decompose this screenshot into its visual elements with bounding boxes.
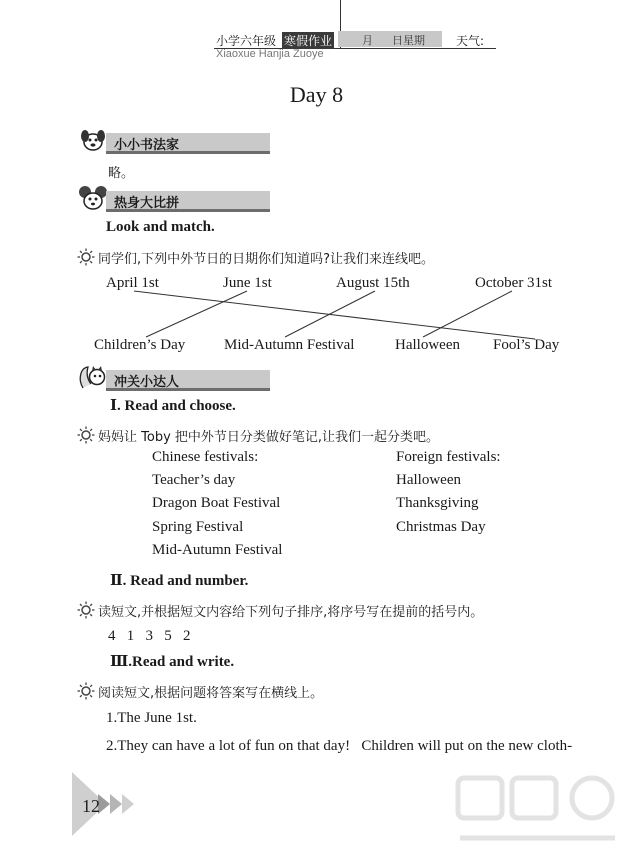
warmup-instruction: Look and match. — [106, 219, 215, 235]
chinese-festival-item: Mid-Autumn Festival — [152, 542, 283, 558]
part1-heading: Ⅰ. Read and choose. — [110, 398, 236, 414]
header-day: 日星期 — [392, 34, 425, 47]
part2-prompt: 读短文,并根据短文内容给下列句子排序,将序号写在提前的括号内。 — [98, 605, 484, 620]
page-number: 12 — [82, 796, 100, 816]
foreign-festivals-header: Foreign festivals: — [396, 449, 501, 465]
part3-answer-2: 2.They can have a lot of fun on that day! Children will put on the new cloth- — [106, 738, 573, 754]
banner-challenge — [78, 370, 278, 388]
warmup-prompt: 同学们,下列中外节日的日期你们知道吗?让我们来连线吧。 — [98, 252, 435, 267]
match-date-august: August 15th — [336, 275, 410, 291]
sun-bullet-icon — [77, 426, 95, 444]
match-line-august-midautumn — [285, 291, 375, 337]
match-festival-children: Children’s Day — [94, 337, 186, 353]
page-title: Day 8 — [289, 82, 344, 107]
sun-bullet-icon — [77, 682, 95, 700]
header-pinyin: Xiaoxue Hanjia Zuoye — [216, 48, 324, 60]
match-line-june-children — [146, 291, 247, 337]
header-weather: 天气: — [456, 34, 485, 48]
banner-text: 小小书法家 — [114, 138, 180, 153]
foreign-festival-item: Thanksgiving — [396, 495, 479, 511]
header-month: 月 — [362, 34, 373, 47]
match-festival-fools: Fool’s Day — [493, 337, 560, 353]
match-line-october-halloween — [423, 291, 512, 337]
match-date-april: April 1st — [106, 275, 159, 291]
part2-heading: Ⅱ. Read and number. — [110, 573, 249, 589]
calligraphy-answer: 略。 — [108, 166, 135, 181]
foreign-festival-item: Christmas Day — [396, 519, 486, 535]
match-festival-midautumn: Mid-Autumn Festival — [224, 337, 355, 353]
part2-answer: 4 1 3 5 2 — [108, 628, 191, 644]
foreign-festival-item: Halloween — [396, 472, 461, 488]
sun-bullet-icon — [77, 601, 95, 619]
banner-text: 热身大比拼 — [114, 196, 180, 211]
chinese-festival-item: Dragon Boat Festival — [152, 495, 281, 511]
squirrel-mascot-icon — [78, 362, 108, 392]
match-date-october: October 31st — [475, 275, 553, 291]
chinese-festival-item: Teacher’s day — [152, 472, 236, 488]
match-date-june: June 1st — [223, 275, 272, 291]
chinese-festivals-header: Chinese festivals: — [152, 449, 259, 465]
chinese-festival-item: Spring Festival — [152, 519, 244, 535]
header-grade: 小学六年级 — [216, 34, 277, 48]
watermark-logo-icon — [440, 770, 630, 862]
header-book-label: 寒假作业 — [284, 34, 333, 48]
part3-heading: Ⅲ.Read and write. — [110, 654, 235, 670]
part1-prompt: 妈妈让 Toby 把中外节日分类做好笔记,让我们一起分类吧。 — [98, 430, 440, 445]
part3-prompt: 阅读短文,根据问题将答案写在横线上。 — [98, 686, 324, 701]
banner-text: 冲关小达人 — [114, 375, 180, 390]
match-festival-halloween: Halloween — [395, 337, 460, 353]
part3-answer-1: 1.The June 1st. — [106, 710, 197, 726]
